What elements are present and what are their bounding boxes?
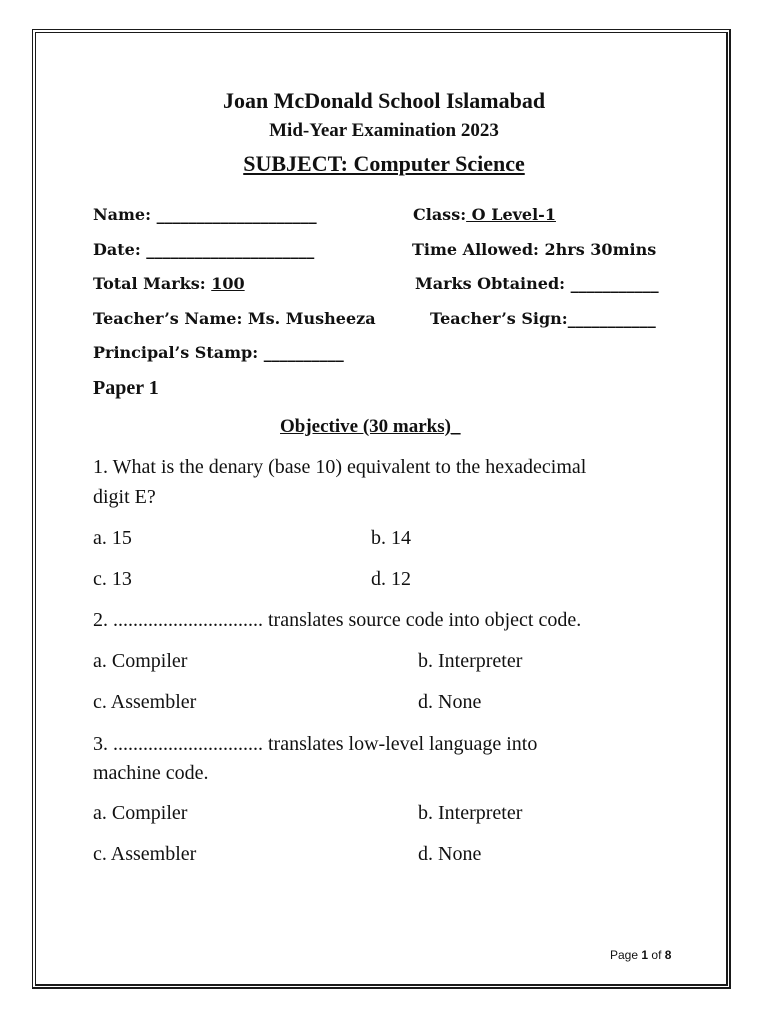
subject-title: SUBJECT: Computer Science bbox=[243, 151, 525, 176]
page-number bbox=[610, 948, 671, 962]
page-current: 1 bbox=[641, 948, 649, 962]
question-3-line-1: 3. .............................. translates low-level language into bbox=[93, 733, 538, 755]
of-word: of bbox=[651, 948, 662, 962]
q1-option-b: b. 14 bbox=[371, 527, 411, 549]
total-marks-label: Total Marks: bbox=[93, 274, 206, 293]
principal-stamp-blank: __________ bbox=[263, 343, 344, 362]
teacher-sign-field bbox=[430, 309, 656, 328]
q1-option-c: c. 13 bbox=[93, 568, 132, 590]
question-2-line-1: 2. .............................. translates source code into object code. bbox=[93, 609, 582, 631]
date-field bbox=[93, 240, 314, 259]
question-1-line-2: digit E? bbox=[93, 486, 156, 508]
teacher-name: Teacher’s Name: Ms. Musheeza bbox=[93, 309, 376, 328]
paper-title: Paper 1 bbox=[93, 377, 159, 399]
objective-tail: _ bbox=[450, 416, 461, 437]
date-label: Date: bbox=[93, 240, 141, 259]
marks-obtained-field bbox=[415, 274, 659, 293]
q2-option-d: d. None bbox=[418, 691, 482, 713]
marks-obtained-label: Marks Obtained: bbox=[415, 274, 566, 293]
class-label: Class: bbox=[413, 205, 467, 224]
name-blank: ____________________ bbox=[156, 205, 317, 224]
teacher-sign-blank: ___________ bbox=[567, 309, 656, 328]
name-label: Name: bbox=[93, 205, 152, 224]
page-total: 8 bbox=[664, 948, 672, 962]
q2-option-c: c. Assembler bbox=[93, 691, 197, 713]
principal-stamp-field bbox=[93, 343, 344, 362]
total-marks-field bbox=[93, 274, 245, 293]
q3-option-d: d. None bbox=[418, 843, 482, 865]
objective-title: Objective (30 marks) bbox=[280, 416, 451, 437]
question-1-line-1: 1. What is the denary (base 10) equivalent to the hexadecimal bbox=[93, 456, 587, 478]
q1-option-a: a. 15 bbox=[93, 527, 132, 549]
q1-option-d: d. 12 bbox=[371, 568, 411, 590]
class-field bbox=[413, 205, 556, 224]
objective-title-wrap bbox=[280, 416, 460, 438]
name-field bbox=[93, 205, 317, 224]
class-value: O Level-1 bbox=[466, 205, 556, 224]
school-name: Joan McDonald School Islamabad bbox=[222, 88, 546, 113]
q2-option-b: b. Interpreter bbox=[418, 650, 523, 672]
marks-obtained-blank: ___________ bbox=[570, 274, 659, 293]
principal-stamp-label: Principal’s Stamp: bbox=[93, 343, 259, 362]
total-marks-value: 100 bbox=[211, 274, 245, 293]
exam-title: Mid-Year Examination 2023 bbox=[269, 120, 499, 141]
q3-option-c: c. Assembler bbox=[93, 843, 197, 865]
q2-option-a: a. Compiler bbox=[93, 650, 188, 672]
page-word: Page bbox=[610, 948, 639, 962]
question-3-line-2: machine code. bbox=[93, 762, 209, 784]
q3-option-a: a. Compiler bbox=[93, 802, 188, 824]
time-allowed: Time Allowed: 2hrs 30mins bbox=[412, 240, 657, 259]
q3-option-b: b. Interpreter bbox=[418, 802, 523, 824]
teacher-sign-label: Teacher’s Sign: bbox=[430, 309, 568, 328]
date-blank: _____________________ bbox=[146, 240, 315, 259]
